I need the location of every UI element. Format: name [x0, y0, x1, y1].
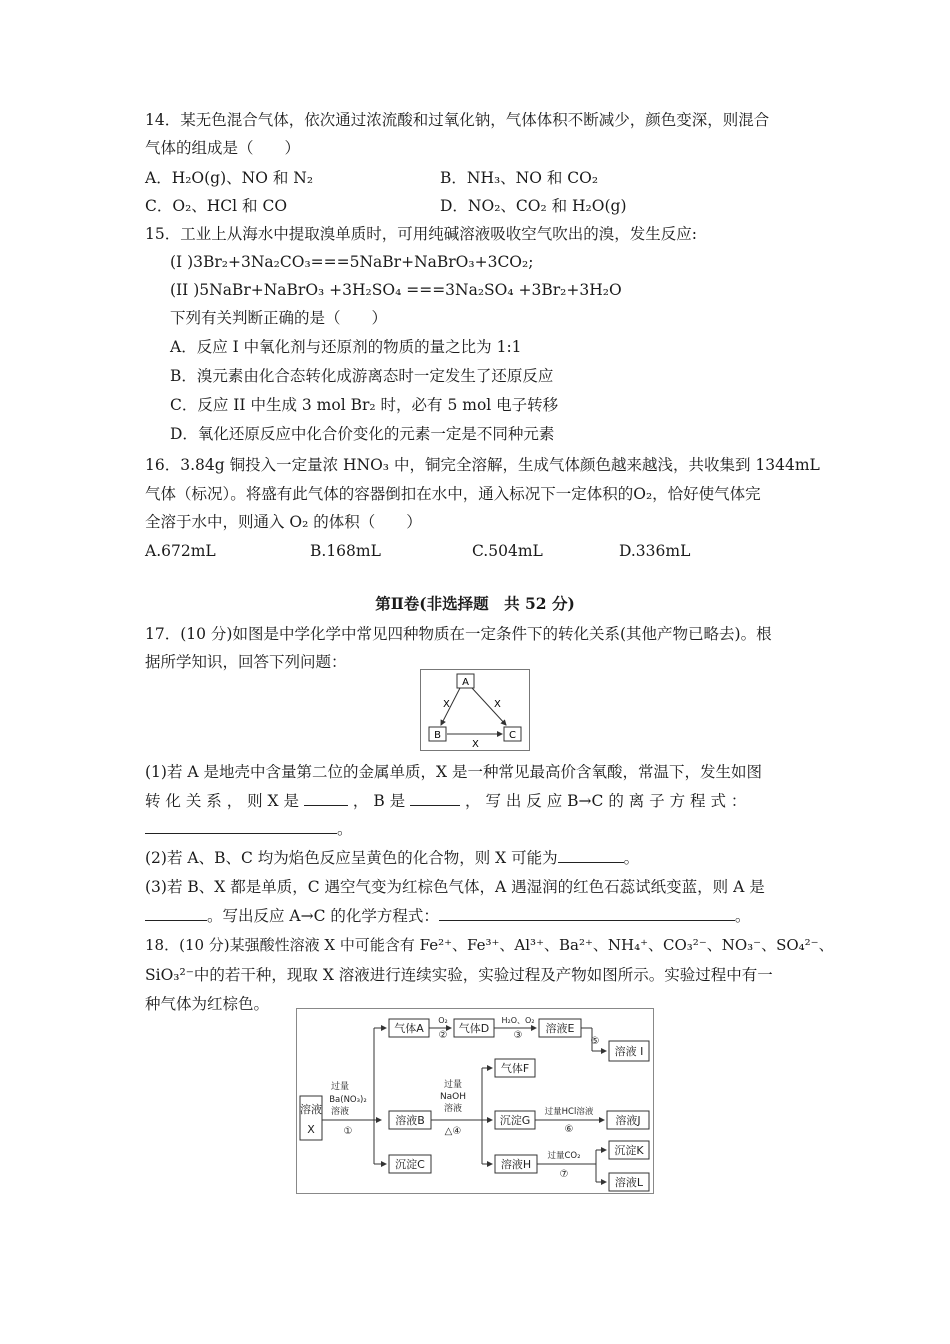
q18-step1-line3: 溶液 [330, 1107, 350, 1117]
section-title: 第Ⅱ卷(非选择题 共 52 分) [375, 594, 575, 613]
q18-step4-line2: NaOH [439, 1092, 467, 1102]
q17-part1-end: 。 [337, 820, 353, 838]
q17-answer-equation-blank[interactable] [439, 906, 735, 921]
q17-answer-b-blank[interactable] [410, 791, 460, 806]
q18-step7-number: ⑦ [559, 1169, 569, 1180]
q18-node-gas-a-label: 气体A [394, 1022, 424, 1035]
q15-option-a: A．反应 I 中氧化剂与还原剂的物质的量之比为 1:1 [170, 338, 522, 356]
q17-answer-x2-blank[interactable] [558, 848, 624, 863]
q15-option-d: D．氧化还原反应中化合价变化的元素一定是不同种元素 [170, 425, 555, 443]
q18-reagent-co2: 过量CO₂ [547, 1151, 581, 1161]
q16-option-a: A.672mL [145, 542, 216, 560]
q14-option-a: A．H₂O(g)、NO 和 N₂ [145, 169, 314, 187]
q18-flow-diagram [296, 1008, 654, 1194]
q16-stem-line2: 气体（标况）。将盛有此气体的容器倒扣在水中，通入标况下一定体积的O₂，恰好使气体完 [145, 485, 761, 503]
q17-part1-line1: (1)若 A 是地壳中含量第二位的金属单质，X 是一种常见最高价含氧酸，常温下，发生如图 [145, 763, 762, 781]
q17-part3-line1: (3)若 B、X 都是单质，C 遇空气变为红棕色气体，A 遇湿润的红色石蕊试纸变蓝，则 A 是 [145, 878, 765, 896]
q18-step4-number: △④ [444, 1126, 462, 1137]
q18-step1-number: ① [343, 1126, 353, 1137]
q17-part3-line2 [145, 906, 750, 926]
q15-stem: 15．工业上从海水中提取溴单质时，可用纯碱溶液吸收空气吹出的溴，发生反应: [145, 225, 697, 243]
q16-option-d: D.336mL [619, 542, 691, 560]
q17-part1-text-a: 转 化 关 系 ， 则 X 是 [145, 792, 300, 810]
q18-node-solution-j-label: 溶液J [615, 1114, 641, 1127]
q16-option-c: C.504mL [472, 542, 543, 560]
q17-part3-text: 。写出反应 A→C 的化学方程式： [207, 907, 439, 925]
q14-option-d: D．NO₂、CO₂ 和 H₂O(g) [440, 197, 627, 215]
q18-node-solution-l-label: 溶液L [614, 1176, 644, 1189]
q17-node-a [457, 674, 474, 688]
q18-reagent-hcl: 过量HCl溶液 [544, 1107, 594, 1117]
q17-label-x-left: X [443, 699, 450, 710]
q18-node-solution-h-label: 溶液H [500, 1158, 532, 1171]
q18-step5-number: ⑤ [590, 1036, 600, 1047]
q18-stem-line2: SiO₃²⁻中的若干种，现取 X 溶液进行连续实验，实验过程及产物如图所示。实验过程中有一 [145, 966, 773, 984]
q14-option-b: B．NH₃、NO 和 CO₂ [440, 169, 599, 187]
q18-node-solution-e-label: 溶液E [545, 1022, 575, 1035]
q14-stem-line2: 气体的组成是（ ） [145, 139, 301, 157]
q18-reagent-o2: O₂ [438, 1016, 448, 1025]
q18-node-solution-x-line1: 溶液 [300, 1103, 322, 1116]
q18-step1-line1: 过量 [330, 1082, 350, 1092]
q18-node-precipitate-c-label: 沉淀C [395, 1158, 425, 1171]
q18-node-solution-x-line2: X [307, 1123, 315, 1136]
q17-part2 [145, 848, 639, 868]
q17-stem-line2: 据所学知识，回答下列问题： [145, 653, 347, 671]
q15-option-c: C．反应 II 中生成 3 mol Br₂ 时，必有 5 mol 电子转移 [170, 396, 559, 414]
q17-part1-line2 [145, 791, 746, 811]
q14-option-c: C．O₂、HCl 和 CO [145, 197, 288, 215]
q17-part1-text-b: ， B 是 [352, 792, 406, 810]
q18-node-precipitate-k-label: 沉淀K [614, 1144, 644, 1157]
q15-equation-2: (II )5NaBr+NaBrO₃ +3H₂SO₄ ===3Na₂SO₄ +3Br₂+3H₂O [170, 281, 622, 299]
q18-stem-line3: 种气体为红棕色。 [145, 995, 270, 1013]
q18-step3-number: ③ [513, 1030, 523, 1041]
q17-label-x-bottom: X [472, 739, 479, 750]
q16-stem-line3: 全溶于水中，则通入 O₂ 的体积（ ） [145, 513, 422, 531]
q15-option-b: B．溴元素由化合态转化成游离态时一定发生了还原反应 [170, 367, 554, 385]
q18-step6-number: ⑥ [564, 1124, 574, 1135]
q18-node-solution-i-label: 溶液 I [614, 1045, 644, 1058]
q17-part2-end: 。 [623, 849, 640, 867]
q17-part1-line3 [145, 819, 353, 839]
q18-stem-line1: 18．(10 分)某强酸性溶液 X 中可能含有 Fe²⁺、Fe³⁺、Al³⁺、Ba²⁺、NH₄⁺、CO₃²⁻、NO₃⁻、SO₄²⁻、 [145, 936, 834, 954]
q17-node-c [504, 727, 521, 741]
q18-step2-number: ② [438, 1030, 448, 1041]
q18-step1-line2: Ba(NO₃)₂ [329, 1095, 367, 1105]
q18-node-gas-d-label: 气体D [458, 1022, 490, 1035]
q15-equation-1: (I )3Br₂+3Na₂CO₃===5NaBr+NaBrO₃+3CO₂; [170, 253, 534, 271]
q17-answer-a-blank[interactable] [145, 906, 207, 921]
q18-node-precipitate-g-label: 沉淀G [499, 1114, 531, 1127]
q16-option-b: B.168mL [310, 542, 381, 560]
q17-answer-ionic-equation-blank[interactable] [145, 819, 337, 834]
q16-stem-line1: 16．3.84g 铜投入一定量浓 HNO₃ 中，铜完全溶解，生成气体颜色越来越浅，共收集到 1344mL [145, 456, 820, 474]
q17-triangle-diagram [420, 669, 530, 751]
q17-answer-x-blank[interactable] [304, 791, 348, 806]
q18-step4-line3: 溶液 [443, 1104, 463, 1114]
q17-stem-line1: 17．(10 分)如图是中学化学中常见四种物质在一定条件下的转化关系(其他产物已略去)。根 [145, 625, 772, 643]
q17-node-b-label: B [434, 730, 441, 741]
q17-node-a-label: A [462, 677, 469, 688]
q18-node-gas-f-label: 气体F [500, 1062, 530, 1075]
q17-label-x-right: X [494, 699, 501, 710]
q14-stem-line1: 14．某无色混合气体，依次通过浓流酸和过氧化钠，气体体积不断减少，颜色变深，则混合 [145, 111, 770, 129]
q17-node-b [429, 727, 446, 741]
q17-node-c-label: C [509, 730, 516, 741]
q18-reagent-h2o-o2: H₂O、O₂ [501, 1016, 535, 1025]
q17-part3-end: 。 [734, 907, 751, 925]
q17-part2-text: (2)若 A、B、C 均为焰色反应呈黄色的化合物，则 X 可能为 [145, 849, 558, 867]
q15-ask: 下列有关判断正确的是（ ） [170, 309, 388, 327]
q18-node-solution-b-label: 溶液B [395, 1114, 425, 1127]
q17-part1-text-c: ， 写 出 反 应 B→C 的 离 子 方 程 式 ： [465, 792, 747, 810]
q18-step4-line1: 过量 [443, 1080, 463, 1090]
